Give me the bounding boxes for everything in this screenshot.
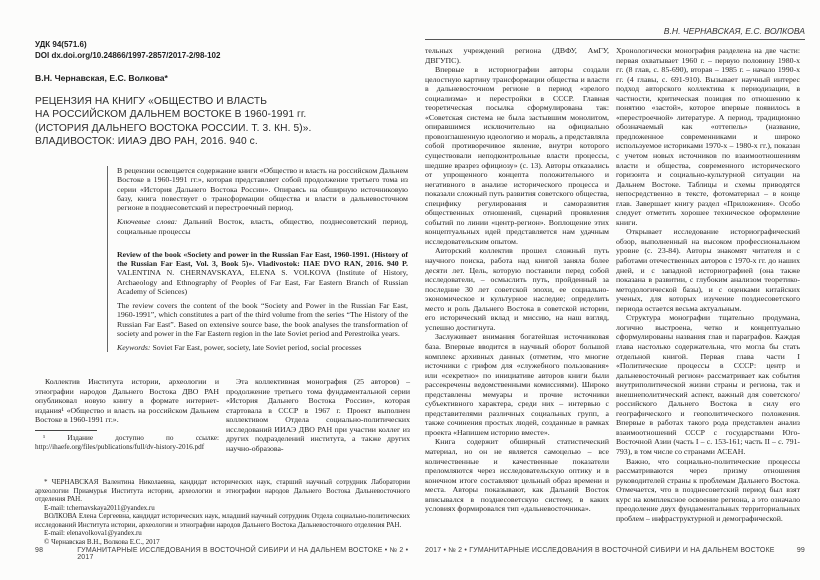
author-email: E-mail: elenavolkova1@yandex.ru xyxy=(44,529,142,538)
paragraph: тельных учреждений региона (ДВФУ, АмГУ, ДВГУПС). xyxy=(425,46,609,65)
copyright-line: © Чернавская В.Н., Волкова Е.С., 2017 xyxy=(44,537,160,546)
udk-line: УДК 94(571.6) xyxy=(35,40,87,49)
keywords-en xyxy=(117,343,408,352)
paragraph: Открывает исследование историографический обзор, выполненный на высоком профессиональном уровне (с. 23-84). Авторы знакомят читателя и с работами отечественных авторов с 1970-х гг. до наших дней, и с западной историографией (она также показана в развитии, с глубоким анализом теоретико-методологической базы), и с оценками китайских ученых, для которых изучение позднесоветского периода остается весьма актуальным. xyxy=(616,227,800,313)
keywords-ru-label: Ключевые слова: xyxy=(117,217,178,227)
paragraph: Заслуживает внимания богатейшая источниковая база. Впервые вводится в научный оборот большой комплекс архивных данных (отметим, что многие источники с грифом для «служебного пользования» или «секретно» по инициативе авторов книги были рассекречены ведомственными комиссиями). Широко представлены мемуары и прочие источники субъективного характера, среди них – интервью с представителями различных социальных групп, а также сочинения простых людей, созданные в рамках проекта «Напишем историю вместе». xyxy=(425,332,609,437)
paragraph: Важно, что социально-политические процессы рассматриваются через призму отношения руководителей страны к проблемам Дальнего Востока. Отмечается, что в позднесоветский период был взят курс на комплексное освоение региона, а это означало преодоление двух фундаментальных территориальных проблем – инфраструктурной и демографической. xyxy=(616,456,800,523)
article-title-line: ВЛАДИВОСТОК: ИИАЭ ДВО РАН, 2016. 940 с. xyxy=(35,136,258,148)
running-head: В.Н. ЧЕРНАВСКАЯ, Е.С. ВОЛКОВА xyxy=(425,26,805,40)
abstract-ru: В рецензии освещается содержание книги «Общество и власть на российском Дальнем Востоке в 1960-1991 гг.», которая представляет собой продолжение третьего тома из серии «История Дальнего Востока России». Опираясь на обширную источниковую базу, книга повествует о трансформации общества и власти в дальневосточном регионе в позднесоветский и перестроечный период. xyxy=(117,166,408,212)
right-page-footer xyxy=(425,547,805,554)
footnote-1 xyxy=(35,434,219,452)
paragraph: Эта коллективная монография (25 авторов) – продолжение третьего тома фундаментальной серии «История Дальнего Востока России», которая стартовала в СССР в 1967 г. Проект выполнен коллективом Отдела социально-политических исследований ИИАЭ ДВО РАН при участии коллег из других подразделений института, а также других научно-образова- xyxy=(226,377,410,453)
page-number: 99 xyxy=(796,547,805,554)
article-title-line: РЕЦЕНЗИЯ НА КНИГУ «ОБЩЕСТВО И ВЛАСТЬ xyxy=(35,96,268,107)
author-email: E-mail: tchernavskaya2011@yandex.ru xyxy=(44,503,155,512)
author-note-line: * ЧЕРНАВСКАЯ Валентина Николаевна, кандидат исторических наук, старший научный сотрудник Лаборатории археологии Приамурья Института истории, археологии и этнографии народов Дальнего Востока Дальневосточного отделения РАН. xyxy=(35,478,410,504)
keywords-ru xyxy=(117,217,408,236)
journal-footer-text: 2017 • № 2 • ГУМАНИТАРНЫЕ ИССЛЕДОВАНИЯ В ВОСТОЧНОЙ СИБИРИ И НА ДАЛЬНЕМ ВОСТОКЕ xyxy=(425,547,775,554)
left-page-column-1 xyxy=(35,377,219,453)
page-number: 98 xyxy=(35,547,44,554)
paragraph: Структура монографии тщательно продумана, логично выстроена, четко и концептуально сформулированы названия глав и параграфов. Каждая глава настолько содержательна, что могла бы стать отдельной книгой. Первая глава части I «Политические процессы в СССР: центр и дальневосточный регион» рассматривает как события внутриполитической жизни страны и региона, так и внешнеполитический аспект, важный для советского/российского Дальнего Востока в силу его географического и геополитического положения. Впервые в работах такого рода представлен анализ взаимоотношений СССР с государствами Юго-Восточной Азии (часть I – с. 153-161; часть II – с. 791-793), в том числе со странами АСЕАН. xyxy=(616,313,800,456)
footnote-text: ¹ Издание доступно по ссылке: http://ihaefe.org/files/publications/full/dv-history-2016.pdf xyxy=(35,433,219,451)
review-citation-en-bold: Review of the book «Society and power in the Russian Far East, 1960-1991. (History of the Russian Far East, Vol. 3, Book 5)». Vladivostok: IIAE DVO RAN, 2016. 940 P. xyxy=(117,249,408,268)
left-page-footer xyxy=(35,547,410,561)
authors-line: В.Н. Чернавская, Е.С. Волкова* xyxy=(35,73,168,83)
paragraph: Хронологически монография разделена на две части: первая охватывает 1960 г. – первую половину 1980-х гг. (8 глав, с. 85-690), вторая – 1985 г. – начало 1990-х гг. (4 главы, с. 691-910). Вызывает научный интерес подход авторского коллектива к периодизации, в частности, критическая позиция по отношению к понятию «застой», которое впервые появилось в «перестроечной» литературе. А период, традиционно обозначаемый как «оттепель» (название, предложенное современниками и широко используемое историками 1970-х – 1980-х гг.), показан с учетом новых источников по взаимоотношениям власти и общества, современного исторического горизонта и социально-культурной ситуации на Дальнем Востоке. Таблицы и схемы приводятся непосредственно в тексте, фотоматериал – в конце глав. Завершает книгу раздел «Приложения». Особо следует отметить хорошее техническое оформление книги. xyxy=(616,46,800,227)
doi-line: DOI dx.doi.org/10.24866/1997-2857/2017-2/98-102 xyxy=(35,50,221,60)
keywords-en-label: Keywords: xyxy=(117,343,151,352)
right-page-column-2 xyxy=(616,46,800,523)
author-note xyxy=(35,478,410,546)
right-page-columns xyxy=(425,46,805,523)
footnote-rule xyxy=(35,430,97,431)
left-page-column-2 xyxy=(226,377,410,453)
article-title xyxy=(35,95,409,149)
left-page-columns xyxy=(35,377,410,453)
right-page-column-1 xyxy=(425,46,609,523)
paragraph: Коллектив Института истории, археологии и этнографии народов Дальнего Востока ДВО РАН опубликовал новую книгу в формате интернет-издания¹ «Общество и власть на российском Дальнем Востоке в 1960-1991 гг.». xyxy=(35,377,219,425)
author-note-line: ВОЛКОВА Елена Сергеевна, кандидат исторических наук, младший научный сотрудник Отдела социально-политических исследований Института истории, археологии и этнографии народов Дальнего Востока Дальневосточного отделения РАН. xyxy=(35,512,410,529)
journal-footer-text: ГУМАНИТАРНЫЕ ИССЛЕДОВАНИЯ В ВОСТОЧНОЙ СИБИРИ И НА ДАЛЬНЕМ ВОСТОКЕ • № 2 • 2017 xyxy=(77,547,409,561)
keywords-en-text: Soviet Far East, power, society, late Soviet period, social processes xyxy=(150,343,362,352)
abstract-block xyxy=(107,166,408,352)
paragraph: Авторский коллектив прошел сложный путь научного поиска, работа над книгой заняла более десяти лет. Цель, которую поставили перед собой исследователи, – осмыслить путь, пройденный за последние 30 лет советской эпохи, ее социально-экономическое и культурное наследие; определить место и роль Дальнего Востока в советской истории, его исторический вклад и миссию, на наш взгляд, успешно достигнута. xyxy=(425,246,609,332)
paragraph: Впервые в историографии авторы создали целостную картину трансформации общества и власти в дальневосточном регионе в период «зрелого социализма» и перестройки в СССР. Главная теоретическая посылка сформулирована так: «Советская система не была застывшим монолитом, опиравшимся исключительно на официально провозглашенную идеологию и мораль, а представляла собой противоречивое явление, внутри которого существовали неподконтрольные власти процессы, шедшие вразрез официозу» (с. 13). Авторы отказались от упрощенного концепта положительного и негативного в анализе исторического процесса и показали сложный путь развития советского общества, специфику регулирования и саморазвития общественных отношений, сценарий проявления событий по линии «центр-регион». Воплощение этих концептуальных идей представляется нам удачным исследовательским опытом. xyxy=(425,65,609,246)
review-citation-en-rest: VALENTINA N. CHERNAVSKAYA, ELENA S. VOLKOVA (Institute of History, Archaeology and Ethnography of Peoples of Far East, Far Eastern Branch of Russian Academy of Sciences) xyxy=(117,268,408,296)
left-page-header xyxy=(35,40,409,149)
abstract-en: The review covers the content of the book “Society and Power in the Russian Far East, 1960-1991”, which constitutes a part of the third volume from the series “The History of the Russian Far East”. Based on extensive source base, the book analyses the transformation of society and power in the Far Eastern region in the late Soviet period and Perestroika years. xyxy=(117,301,408,338)
keywords-ru-text: Дальний Восток, власть, общество, позднесоветский период, социальные процессы xyxy=(117,217,408,236)
paragraph: Книга содержит обширный статистический материал, но он не является самоцелью – все количественные и качественные показатели преломляются через исследовательскую оптику и в конечном итоге составляют цельный образ времени и места. Авторы показывают, как Дальний Восток вписывался в позднесоветскую систему, в каких условиях формировался тип «дальневосточника». xyxy=(425,437,609,514)
article-title-line: (ИСТОРИЯ ДАЛЬНЕГО ВОСТОКА РОССИИ. Т. 3. КН. 5)». xyxy=(35,122,312,134)
review-citation-en xyxy=(117,250,408,296)
article-title-line: НА РОССИЙСКОМ ДАЛЬНЕМ ВОСТОКЕ В 1960-1991 гг. xyxy=(35,109,307,121)
